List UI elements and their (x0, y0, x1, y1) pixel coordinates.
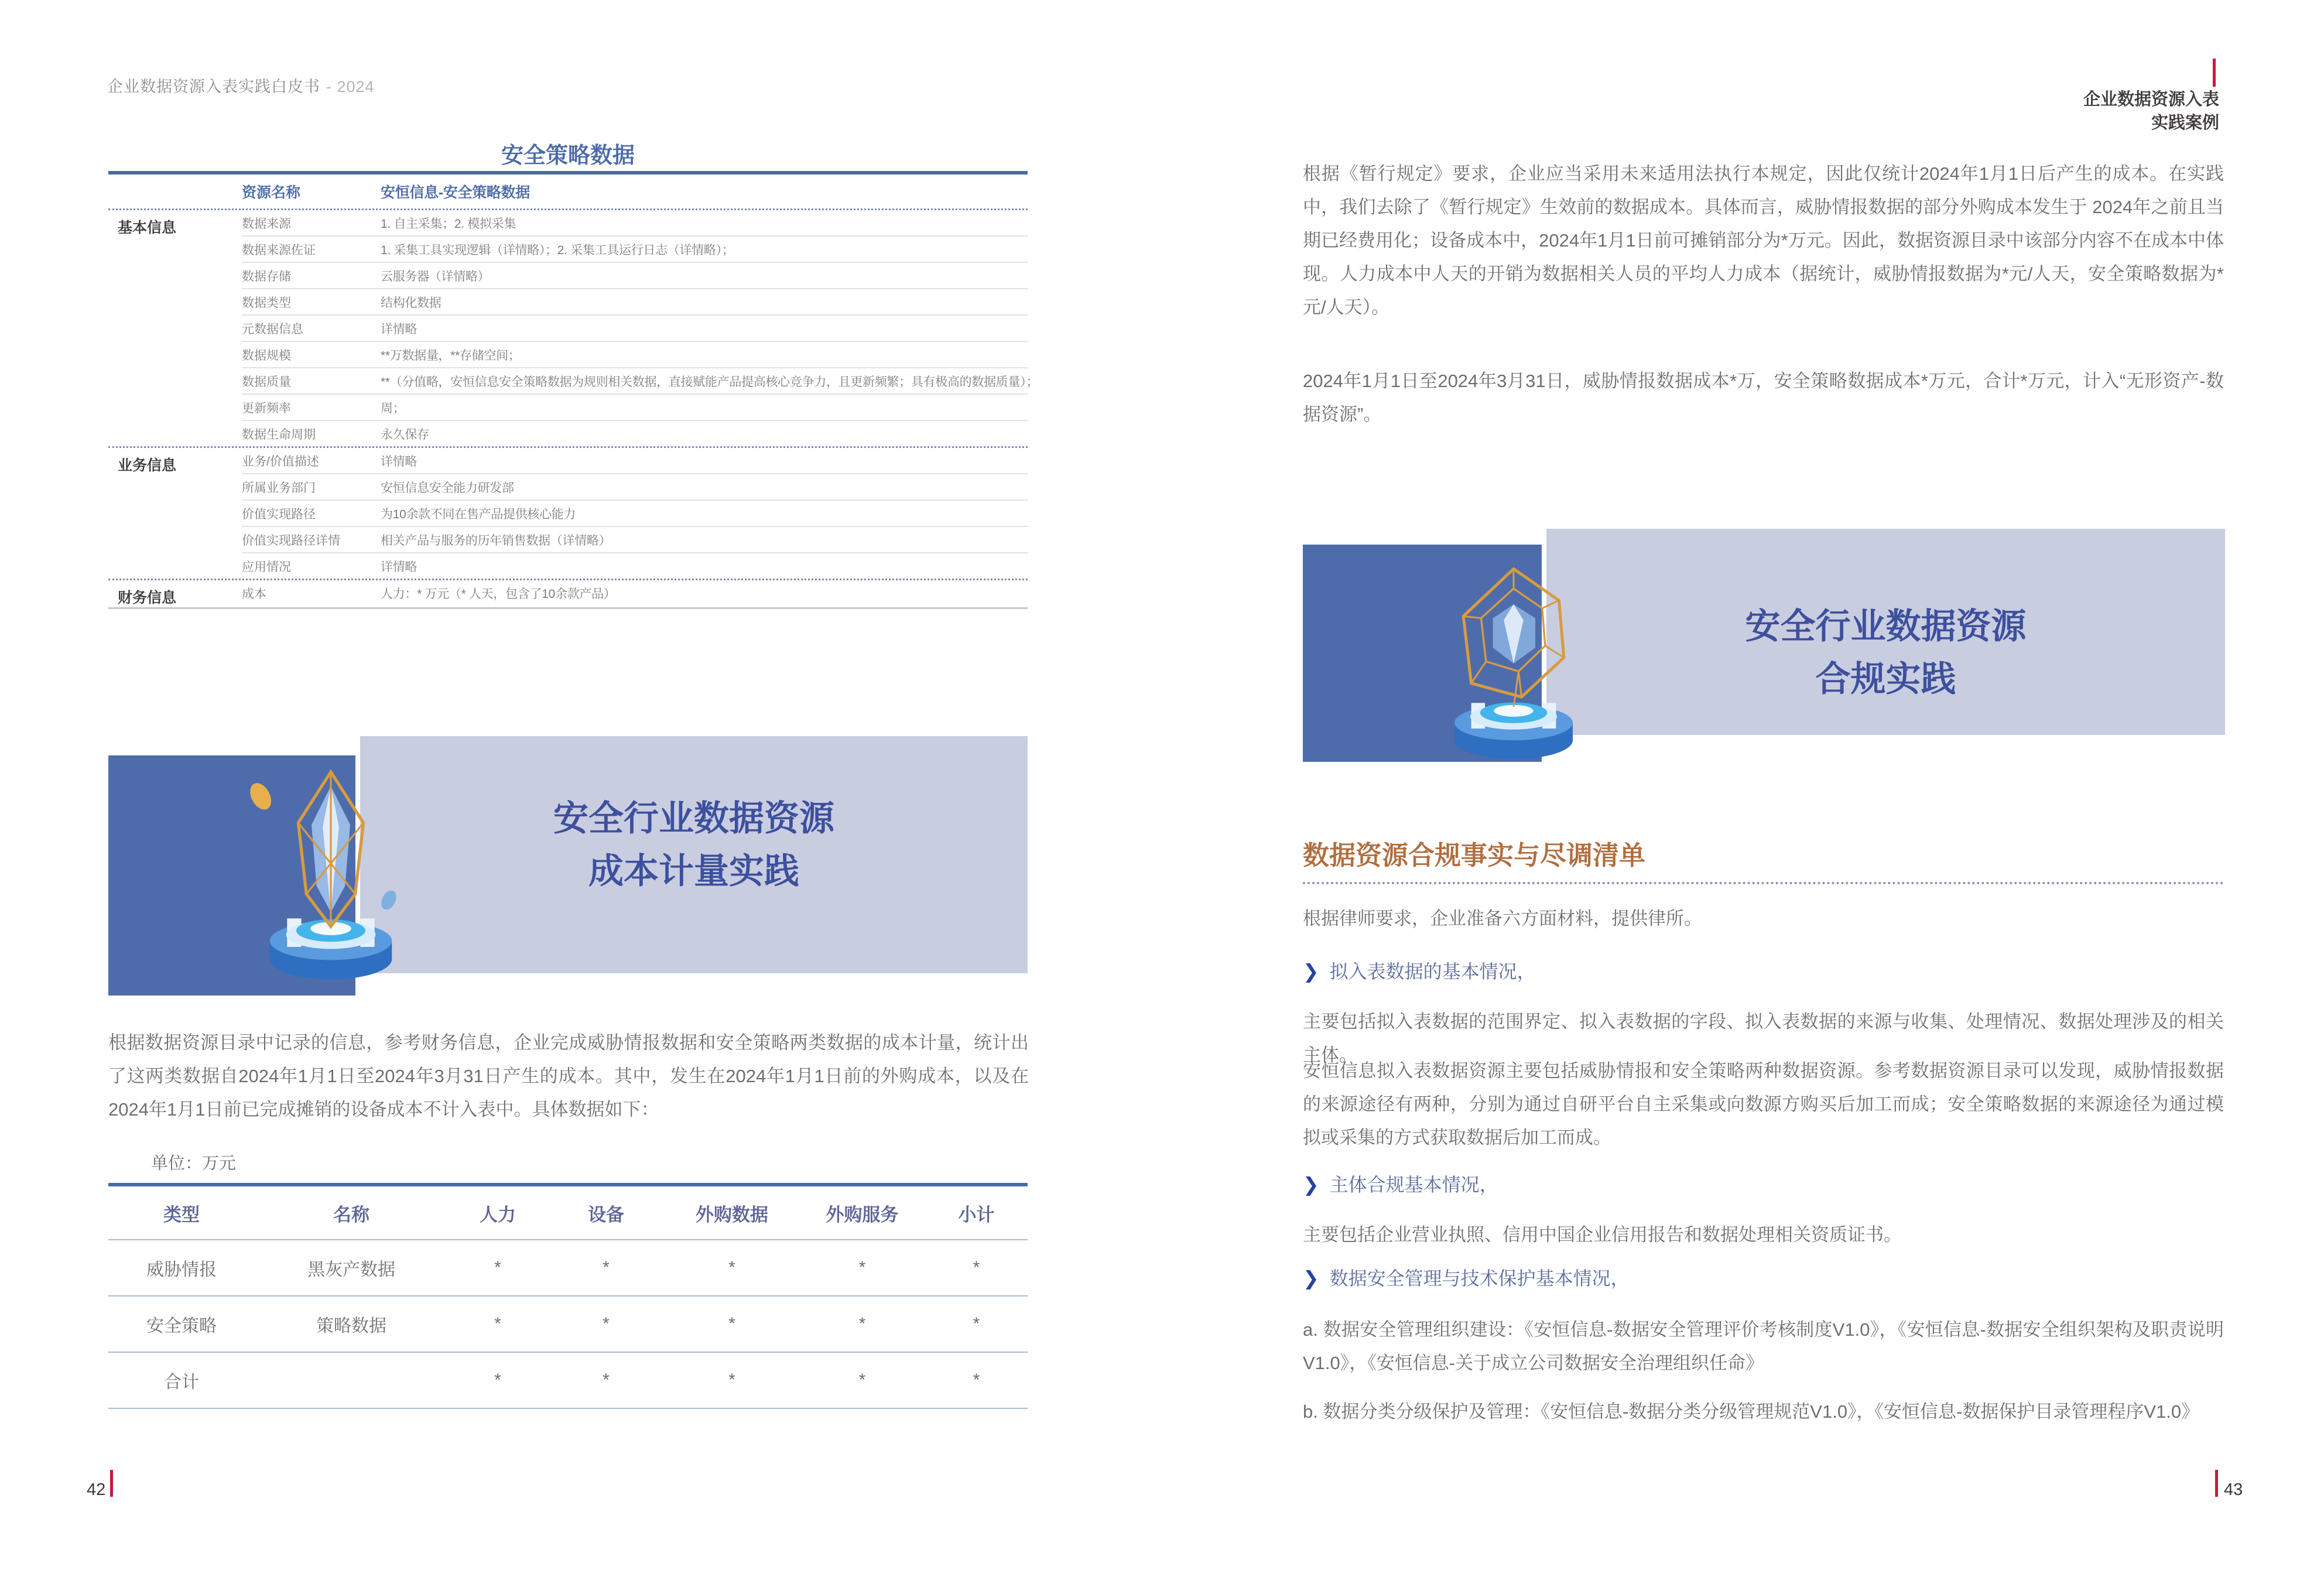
banner-title (360, 792, 1028, 898)
section-category: 业务信息 (118, 457, 177, 474)
cost-table-row: 安全策略 策略数据 * * * * * (108, 1297, 1028, 1353)
cost-paragraph: 根据数据资源目录中记录的信息，参考财务信息，企业完成威胁情报数据和安全策略两类数据的成本计量，统计出了这两类数据自2024年1月1日至2024年3月31日产生的成本。其中，发生在2024年1月1日前的外购成本，以及在2024年1月1日前已完成摊销的设备成本不计入表中。具体数据如下： (108, 1032, 1029, 1120)
table-row: 数据规模 **万数据量，**存储空间； (242, 341, 1028, 367)
bullet1-paragraph-2: 安恒信息拟入表数据资源主要包括威胁情报和安全策略两种数据资源。参考数据资源目录可以发现，威胁情报数据的来源途径有两种，分别为通过自研平台自主采集或向数源方购买后加工而成；安全策略数据的来源途径为通过模拟或采集的方式获取数据后加工而成。 (1303, 1061, 2224, 1148)
bullet-item-1 (1303, 957, 1536, 984)
resource-name-value: 安恒信息-安全策略数据 (381, 184, 530, 201)
compliance-banner (1303, 529, 2225, 762)
resource-table-header-spacer (108, 189, 242, 194)
section-heading: 数据资源合规事实与尽调清单 (1303, 840, 1646, 870)
section-heading-rule (1303, 882, 2224, 884)
chevron-right-icon: ❯ (1303, 960, 1319, 982)
table-row: 数据类型 结构化数据 (242, 288, 1028, 314)
table-row: 数据来源 1. 自主采集；2. 模拟采集 (242, 217, 516, 231)
table-row: 成本 人力：* 万元（* 人天，包含了10余款产品） (242, 587, 616, 601)
resource-name-label: 资源名称 (242, 184, 301, 201)
right-header-line2: 实践案例 (2151, 114, 2219, 132)
section-category: 财务信息 (118, 590, 177, 606)
table-row: 所属业务部门 安恒信息安全能力研发部 (242, 473, 1028, 500)
left-footer-accent-bar (110, 1470, 113, 1497)
banner-title-line2: 成本计量实践 (588, 851, 799, 891)
chevron-right-icon: ❯ (1303, 1267, 1319, 1289)
left-header-year: - 2024 (326, 78, 375, 95)
resource-table-title: 安全策略数据 (501, 143, 635, 168)
table-row: 数据来源佐证 1. 采集工具实现逻辑（详情略）；2. 采集工具运行日志（详情略）； (242, 235, 1028, 262)
left-header-title: 企业数据资源入表实践白皮书 (107, 78, 320, 95)
bullet3-paragraph-1: a. 数据安全管理组织建设：《安恒信息-数据安全管理评价考核制度V1.0》，《安恒信息-数据安全组织架构及职责说明V1.0》，《安恒信息-关于成立公司数据安全治理组织任命》 (1303, 1319, 2224, 1373)
bullet-label: 拟入表数据的基本情况， (1329, 961, 1536, 982)
table-row: 数据生命周期 永久保存 (242, 420, 1028, 446)
bullet-item-3 (1303, 1264, 1630, 1291)
table-row: 更新频率 周； (242, 394, 1028, 420)
table-row: 数据质量 **（分值略，安恒信息安全策略数据为规则相关数据，直接赋能产品提高核心竞争力，且更新频繁；具有极高的数据质量）； (242, 367, 1028, 394)
table-section-finance-info (108, 579, 1028, 607)
cost-table-header-row: 类型 名称 人力 设备 外购数据 外购服务 小计 (108, 1186, 1028, 1240)
cost-table-row: 威胁情报 黑灰产数据 * * * * * (108, 1240, 1028, 1297)
section-category: 基本信息 (118, 220, 177, 236)
chevron-right-icon: ❯ (1303, 1174, 1319, 1195)
cost-table (108, 1183, 1028, 1409)
table-row: 价值实现路径详情 相关产品与服务的历年销售数据（详情略） (242, 526, 1028, 552)
table-row: 应用情况 详情略 (242, 552, 1028, 579)
cost-banner (108, 736, 1028, 996)
right-page-number: 43 (2224, 1480, 2243, 1499)
cost-table-total-row: 合计 * * * * * (108, 1353, 1028, 1409)
bullet2-paragraph-1: 主要包括企业营业执照、信用中国企业信用报告和数据处理相关资质证书。 (1303, 1224, 1902, 1245)
bullet-item-2 (1303, 1170, 1498, 1197)
banner-title (1546, 600, 2225, 706)
right-paragraph-2: 2024年1月1日至2024年3月31日，威胁情报数据成本*万，安全策略数据成本*万元，合计*万元，计入“无形资产-数据资源”。 (1303, 371, 2224, 425)
bullet-label: 数据安全管理与技术保护基本情况， (1329, 1268, 1630, 1289)
resource-table-header-row (108, 175, 1028, 210)
right-paragraph-1: 根据《暂行规定》要求，企业应当采用未来适用法执行本规定，因此仅统计2024年1月1日后产生的成本。在实践中，我们去除了《暂行规定》生效前的数据成本。具体而言，威胁情报数据的部分外购成本发生于 2024年之前且当期已经费用化；设备成本中，2024年1月1日前可摊销部分为*万元。因此，数据资源目录中该部分内容不在成本中体现。人力成本中人天的开销为数据相关人员的平均人力成本（据统计，威胁情报数据为*元/人天，安全策略数据为*元/人天）。 (1303, 163, 2224, 317)
left-running-header (107, 74, 375, 97)
banner-title-line1: 安全行业数据资源 (1745, 607, 2027, 646)
left-page-number: 42 (87, 1480, 106, 1499)
section-intro: 根据律师要求，企业准备六方面材料，提供律所。 (1303, 908, 1702, 929)
resource-table (108, 171, 1039, 609)
table-row: 业务/价值描述 详情略 (242, 454, 417, 468)
table-section-business-info (108, 446, 1028, 579)
bullet1-paragraph-1: 主要包括拟入表数据的范围界定、拟入表数据的字段、拟入表数据的来源与收集、处理情况、数据处理涉及的相关主体。 (1303, 1011, 2224, 1065)
bullet3-paragraph-2: b. 数据分类分级保护及管理：《安恒信息-数据分类分级管理规范V1.0》，《安恒信息-数据保护目录管理程序V1.0》 (1303, 1401, 2200, 1422)
unit-label: 单位：万元 (151, 1154, 237, 1173)
table-row: 元数据信息 详情略 (242, 314, 1028, 341)
table-row: 数据存储 云服务器（详情略） (242, 262, 1028, 288)
table-section-basic-info (108, 210, 1039, 446)
table-row: 价值实现路径 为10余款不同在售产品提供核心能力 (242, 500, 1028, 526)
right-header-accent-bar (2213, 59, 2216, 87)
bullet-label: 主体合规基本情况， (1329, 1174, 1498, 1195)
banner-title-line2: 合规实践 (1815, 659, 1956, 699)
right-footer-accent-bar (2215, 1470, 2218, 1497)
right-running-header (2083, 88, 2219, 135)
right-header-line1: 企业数据资源入表 (2083, 90, 2219, 109)
banner-title-line1: 安全行业数据资源 (553, 799, 834, 838)
